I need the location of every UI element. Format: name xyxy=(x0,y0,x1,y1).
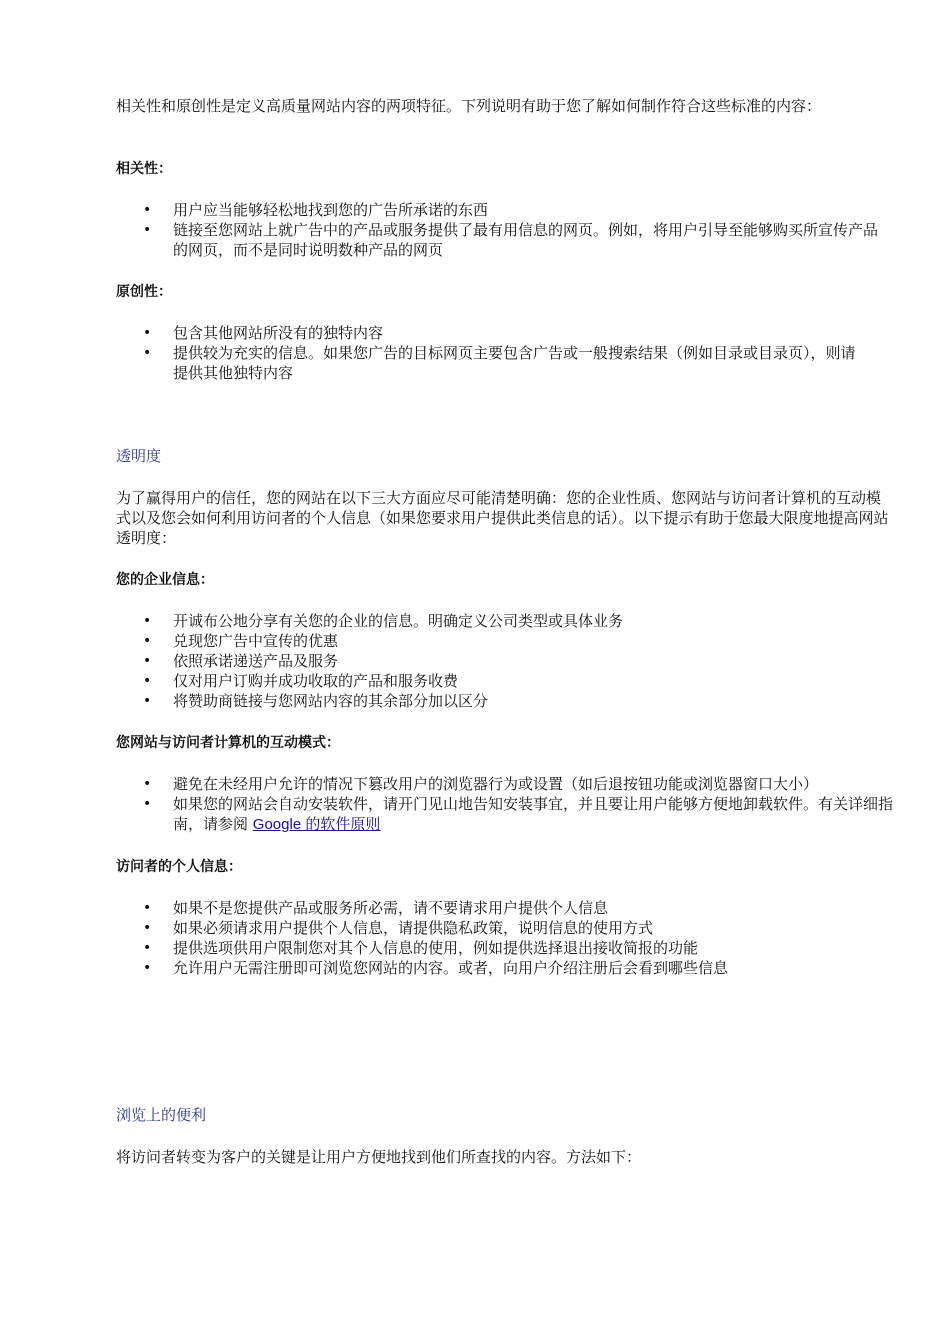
list-item: • 避免在未经用户允许的情况下篡改用户的浏览器行为或设置（如后退按钮功能或浏览器窗口大小） xyxy=(116,774,873,794)
list-item: • 允许用户无需注册即可浏览您网站的内容。或者，向用户介绍注册后会看到哪些信息 xyxy=(116,958,896,978)
software-principles-link[interactable]: Google 的软件原则 xyxy=(252,816,381,833)
business-info-heading: 您的企业信息： xyxy=(116,572,214,588)
list-item: • 包含其他网站所没有的独特内容 xyxy=(116,323,896,343)
list-item: • 依照承诺递送产品及服务 xyxy=(116,651,896,671)
personal-info-list xyxy=(116,898,896,978)
relevance-heading: 相关性： xyxy=(116,161,172,177)
transparency-heading: 透明度 xyxy=(116,447,162,465)
list-item: • 链接至您网站上就广告中的产品或服务提供了最有用信息的网页。例如，将用户引导至能够购买所宣传产品的网页，而不是同时说明数种产品的网页 xyxy=(116,220,883,260)
transparency-intro: 为了赢得用户的信任，您的网站在以下三大方面应尽可能清楚明确：您的企业性质、您网站与访问者计算机的互动模式以及您会如何利用访问者的个人信息（如果您要求用户提供此类信息的话）。以下提示有助于您最大限度地提高网站透明度： xyxy=(116,489,889,547)
navigation-heading: 浏览上的便利 xyxy=(116,1106,207,1124)
intro-paragraph: 相关性和原创性是定义高质量网站内容的两项特征。下列说明有助于您了解如何制作符合这些标准的内容： xyxy=(116,97,822,115)
list-item: • 用户应当能够轻松地找到您的广告所承诺的东西 xyxy=(116,200,896,220)
business-info-list xyxy=(116,611,896,711)
list-item: • 开诚布公地分享有关您的企业的信息。明确定义公司类型或具体业务 xyxy=(116,611,896,631)
interaction-list xyxy=(116,774,896,835)
list-item: • 如果必须请求用户提供个人信息，请提供隐私政策，说明信息的使用方式 xyxy=(116,918,896,938)
originality-heading: 原创性： xyxy=(116,284,172,300)
list-item: • 仅对用户订购并成功收取的产品和服务收费 xyxy=(116,671,896,691)
document-body xyxy=(116,96,896,1167)
list-item xyxy=(116,794,893,835)
relevance-list xyxy=(116,200,896,260)
list-item-text: 如果您的网站会自动安装软件，请开门见山地告知安装事宜，并且要让用户能够方便地卸载软件。有关详细指南，请参阅 xyxy=(173,795,894,833)
interaction-heading: 您网站与访问者计算机的互动模式： xyxy=(116,735,340,751)
navigation-intro: 将访问者转变为客户的关键是让用户方便地找到他们所查找的内容。方法如下： xyxy=(116,1148,642,1166)
personal-info-heading: 访问者的个人信息： xyxy=(116,859,242,875)
originality-list xyxy=(116,323,896,383)
list-item: • 兑现您广告中宣传的优惠 xyxy=(116,631,896,651)
list-item: • 提供选项供用户限制您对其个人信息的使用，例如提供选择退出接收简报的功能 xyxy=(116,938,896,958)
list-item: • 将赞助商链接与您网站内容的其余部分加以区分 xyxy=(116,691,896,711)
list-item: • 提供较为充实的信息。如果您广告的目标网页主要包含广告或一般搜索结果（例如目录或目录页），则请提供其他独特内容 xyxy=(116,343,868,383)
list-item: • 如果不是您提供产品或服务所必需，请不要请求用户提供个人信息 xyxy=(116,898,896,918)
